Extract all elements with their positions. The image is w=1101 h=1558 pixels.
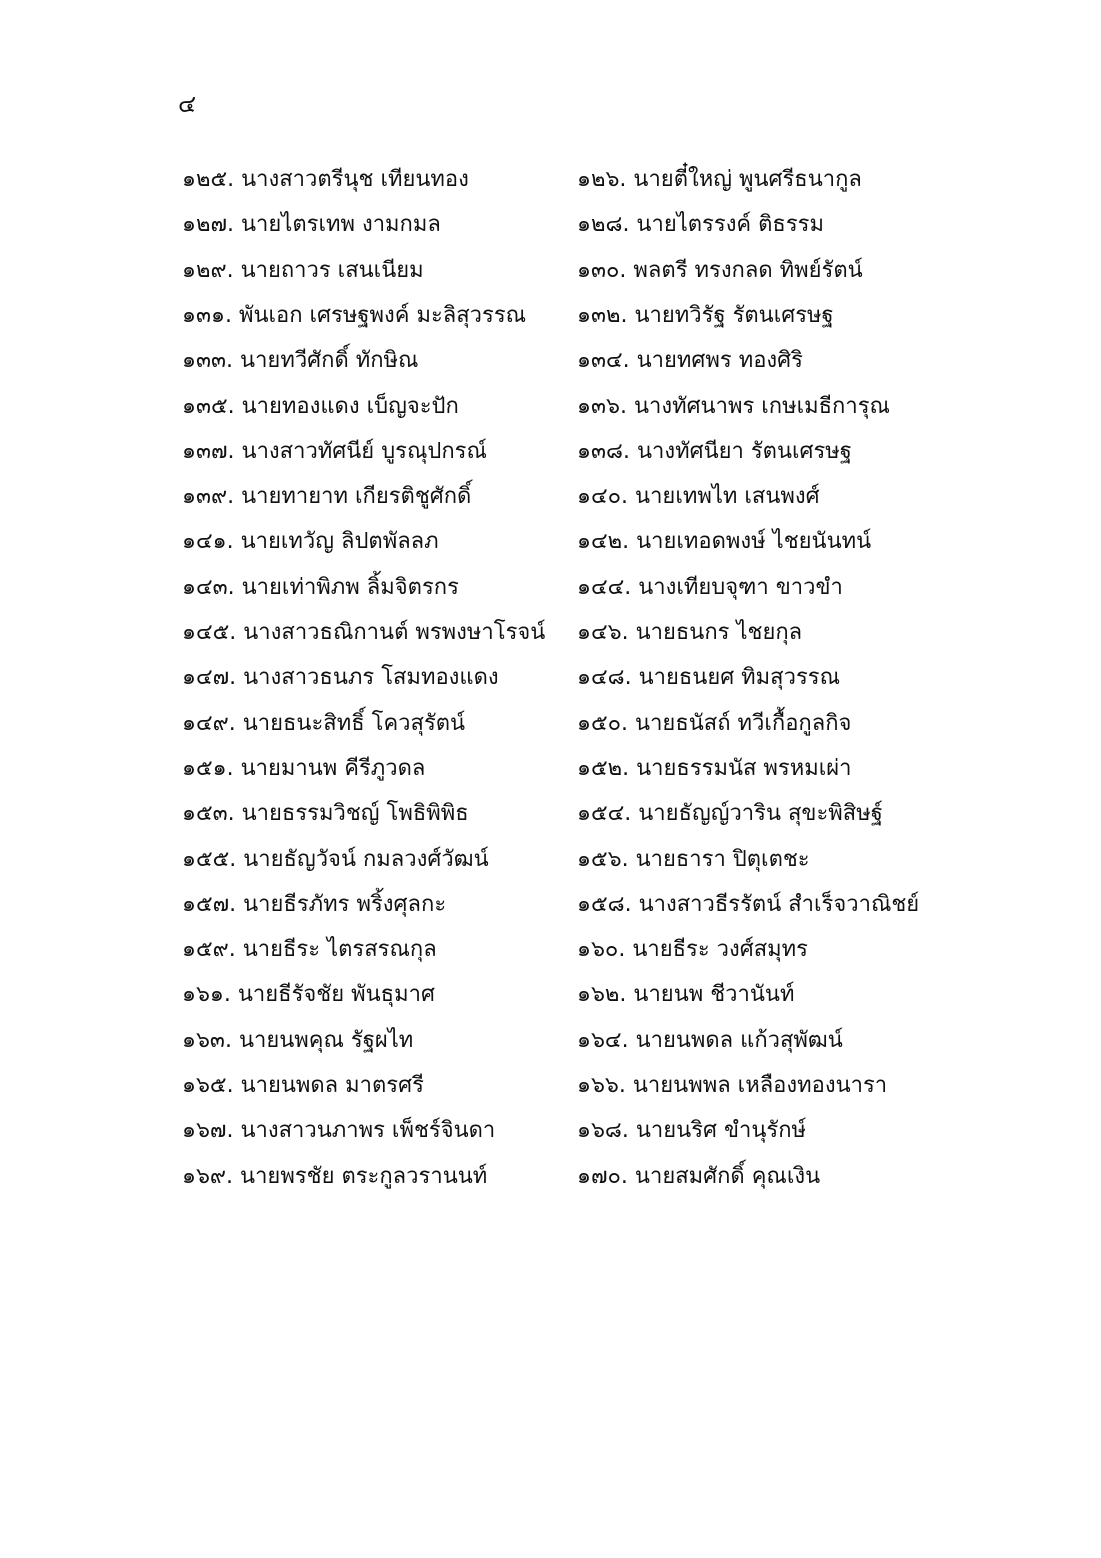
- list-item: ๑๖๗. นางสาวนภาพร เพ็ชร์จินดา: [182, 1118, 496, 1143]
- list-item: ๑๔๙. นายธนะสิทธิ์ โควสุรัตน์: [182, 711, 466, 736]
- list-item: ๑๓๖. นางทัศนาพร เกษเมธีการุณ: [577, 394, 890, 419]
- list-item: ๑๕๓. นายธรรมวิชญ์ โพธิพิพิธ: [182, 801, 469, 826]
- list-item: ๑๓๗. นางสาวทัศนีย์ บูรณุปกรณ์: [182, 439, 487, 464]
- list-item: ๑๕๒. นายธรรมนัส พรหมเผ่า: [577, 756, 852, 781]
- list-item: ๑๖๖. นายนพพล เหลืองทองนารา: [577, 1073, 888, 1098]
- list-item: ๑๖๘. นายนริศ ขำนุรักษ์: [577, 1118, 807, 1143]
- list-item: ๑๕๑. นายมานพ คีรีภูวดล: [182, 756, 426, 781]
- list-item: ๑๖๑. นายธีรัจชัย พันธุมาศ: [182, 982, 435, 1007]
- list-item: ๑๕๘. นางสาวธีรรัตน์ สำเร็จวาณิชย์: [577, 892, 920, 917]
- list-item: ๑๕๙. นายธีระ ไตรสรณกุล: [182, 937, 437, 962]
- list-item: ๑๖๔. นายนพดล แก้วสุพัฒน์: [577, 1028, 843, 1053]
- list-item: ๑๓๐. พลตรี ทรงกลด ทิพย์รัตน์: [577, 258, 863, 283]
- list-item: ๑๗๐. นายสมศักดิ์ คุณเงิน: [577, 1164, 821, 1189]
- list-item: ๑๕๕. นายธัญวัจน์ กมลวงศ์วัฒน์: [182, 847, 489, 872]
- list-item: ๑๒๙. นายถาวร เสนเนียม: [182, 258, 424, 283]
- list-item: ๑๓๙. นายทายาท เกียรติชูศักดิ์: [182, 484, 472, 509]
- list-item: ๑๓๕. นายทองแดง เบ็ญจะปัก: [182, 394, 459, 419]
- list-item: ๑๕๖. นายธารา ปิตุเตชะ: [577, 847, 810, 872]
- list-item: ๑๒๕. นางสาวตรีนุช เทียนทอง: [182, 167, 469, 192]
- list-item: ๑๔๓. นายเท่าพิภพ ลิ้มจิตรกร: [182, 575, 459, 600]
- list-item: ๑๖๓. นายนพคุณ รัฐผไท: [182, 1028, 414, 1053]
- list-item: ๑๔๖. นายธนกร ไชยกุล: [577, 620, 803, 645]
- list-item: ๑๖๐. นายธีระ วงศ์สมุทร: [577, 937, 808, 962]
- list-item: ๑๒๗. นายไตรเทพ งามกมล: [182, 212, 441, 237]
- list-item: ๑๓๒. นายทวิรัฐ รัตนเศรษฐ: [577, 303, 834, 328]
- list-item: ๑๕๔. นายธัญญ์วาริน สุขะพิสิษฐ์: [577, 801, 883, 826]
- list-item: ๑๔๔. นางเทียบจุฑา ขาวขำ: [577, 575, 843, 600]
- list-item: ๑๔๘. นายธนยศ ทิมสุวรรณ: [577, 665, 841, 690]
- list-item: ๑๖๙. นายพรชัย ตระกูลวรานนท์: [182, 1164, 488, 1189]
- list-item: ๑๕๐. นายธนัสถ์ ทวีเกื้อกูลกิจ: [577, 711, 852, 736]
- list-item: ๑๖๕. นายนพดล มาตรศรี: [182, 1073, 424, 1098]
- list-item: ๑๓๓. นายทวีศักดิ์ ทักษิณ: [182, 348, 419, 373]
- list-item: ๑๓๑. พันเอก เศรษฐพงค์ มะลิสุวรรณ: [182, 303, 527, 328]
- list-item: ๑๕๗. นายธีรภัทร พริ้งศุลกะ: [182, 892, 447, 917]
- list-item: ๑๔๐. นายเทพไท เสนพงศ์: [577, 484, 820, 509]
- list-item: ๑๔๗. นางสาวธนภร โสมทองแดง: [182, 665, 499, 690]
- page-number: ๔: [178, 90, 197, 118]
- list-item: ๑๔๕. นางสาวธณิกานต์ พรพงษาโรจน์: [182, 620, 546, 645]
- list-item: ๑๒๘. นายไตรรงค์ ติธรรม: [577, 212, 824, 237]
- list-item: ๑๖๒. นายนพ ชีวานันท์: [577, 982, 795, 1007]
- list-item: ๑๔๒. นายเทอดพงษ์ ไชยนันทน์: [577, 529, 872, 554]
- list-item: ๑๒๖. นายตี๋ใหญ่ พูนศรีธนากูล: [577, 167, 862, 192]
- list-item: ๑๓๔. นายทศพร ทองศิริ: [577, 348, 803, 373]
- list-item: ๑๔๑. นายเทวัญ ลิปตพัลลภ: [182, 529, 439, 554]
- list-item: ๑๓๘. นางทัศนียา รัตนเศรษฐ: [577, 439, 852, 464]
